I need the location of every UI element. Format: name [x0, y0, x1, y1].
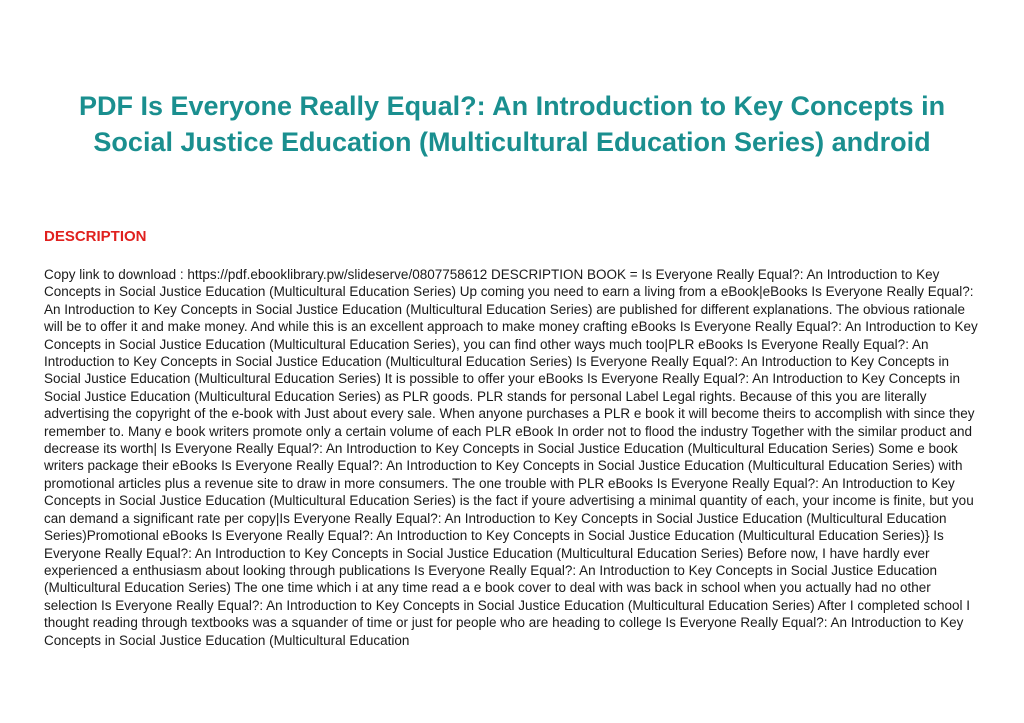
description-body: Copy link to download : https://pdf.ebooklibrary.pw/slideserve/0807758612 DESCRIPTION BOOK = Is Everyone Really Equal?: An Introduction to Key Concepts in Social Justice Education (Multicultural Education Series) Up coming you need to earn a living from a eBook|eBooks Is Everyone Really Equal?: An Introduction to Key Concepts in Social Justice Education (Multicultural Education Series) are published for different explanations. The obvious rationale will be to offer it and make money. And while this is an excellent approach to make money crafting eBooks Is Everyone Really Equal?: An Introduction to Key Concepts in Social Justice Education (Multicultural Education Series), you can find other ways much too|PLR eBooks Is Everyone Really Equal?: An Introduction to Key Concepts in Social Justice Education (Multicultural Education Series) Is Everyone Really Equal?: An Introduction to Key Concepts in Social Justice Education (Multicultural Education Series) It is possible to offer your eBooks Is Everyone Really Equal?: An Introduction to Key Concepts in Social Justice Education (Multicultural Education Series) as PLR goods. PLR stands for personal Label Legal rights. Because of this you are literally advertising the copyright of the e-book with Just about every sale. When anyone purchases a PLR e book it will become theirs to accomplish with since they remember to. Many e book writers promote only a certain volume of each PLR eBook In order not to flood the industry Together with the similar product and decrease its worth| Is Everyone Really Equal?: An Introduction to Key Concepts in Social Justice Education (Multicultural Education Series) Some e book writers package their eBooks Is Everyone Really Equal?: An Introduction to Key Concepts in Social Justice Education (Multicultural Education Series) with promotional articles plus a revenue site to draw in more consumers. The one trouble with PLR eBooks Is Everyone Really Equal?: An Introduction to Key Concepts in Social Justice Education (Multicultural Education Series) is the fact if youre advertising a minimal quantity of each, your income is finite, but you can demand a significant rate per copy|Is Everyone Really Equal?: An Introduction to Key Concepts in Social Justice Education (Multicultural Education Series)Promotional eBooks Is Everyone Really Equal?: An Introduction to Key Concepts in Social Justice Education (Multicultural Education Series)} Is Everyone Really Equal?: An Introduction to Key Concepts in Social Justice Education (Multicultural Education Series) Before now, I have hardly ever experienced a enthusiasm about looking through publications Is Everyone Really Equal?: An Introduction to Key Concepts in Social Justice Education (Multicultural Education Series) The one time which i at any time read a e book cover to deal with was back in school when you actually had no other selection Is Everyone Really Equal?: An Introduction to Key Concepts in Social Justice Education (Multicultural Education Series) After I completed school I thought reading through textbooks was a squander of time or just for people who are heading to college Is Everyone Really Equal?: An Introduction to Key Concepts in Social Justice Education (Multicultural Education	[44, 267, 978, 648]
description-heading: DESCRIPTION	[44, 228, 147, 245]
page-title: PDF Is Everyone Really Equal?: An Introduction to Key Concepts in Social Justice Education (Multicultural Education Series) android	[78, 91, 946, 157]
